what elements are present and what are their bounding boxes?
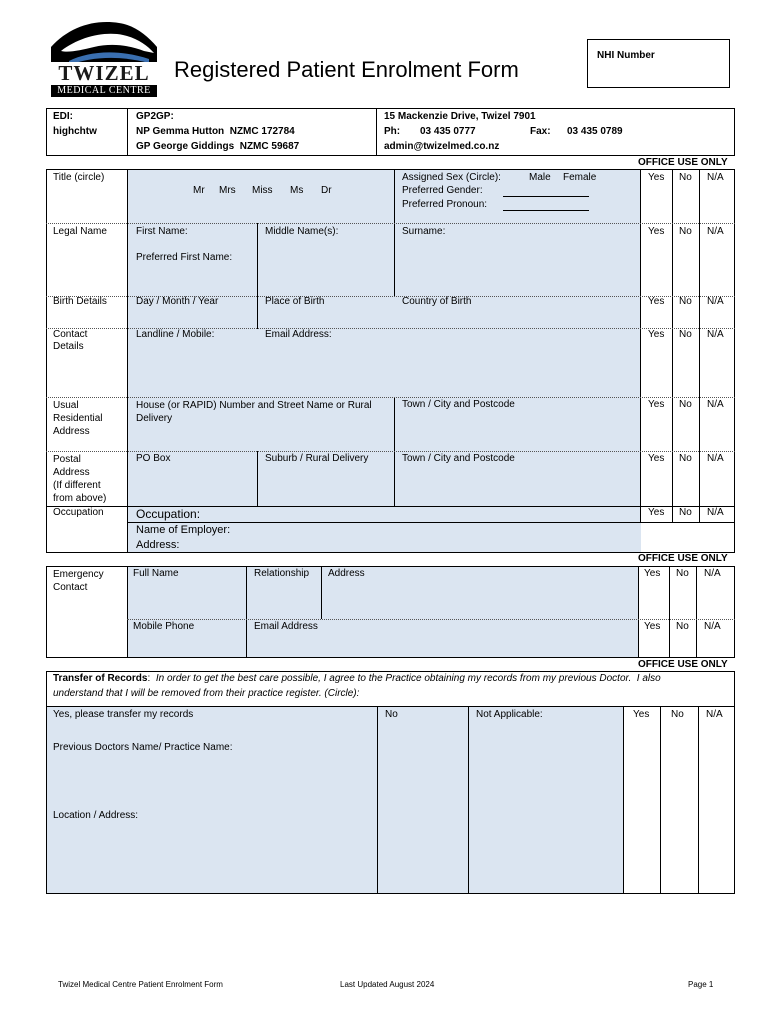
assigned-sex-label: Assigned Sex (Circle): (402, 172, 501, 183)
date-of-birth-field[interactable]: Day / Month / Year (136, 296, 219, 307)
legal-yes[interactable]: Yes (648, 226, 665, 237)
emergency-relationship-field[interactable]: Relationship (254, 568, 310, 579)
preferred-first-name-field[interactable]: Preferred First Name: (136, 252, 233, 263)
emergency-phone-na[interactable]: N/A (704, 621, 721, 632)
practice-email: admin@twizelmed.co.nz (384, 141, 500, 152)
office-use-heading: OFFICE USE ONLY (638, 157, 728, 168)
preferred-pronoun-label: Preferred Pronoun: (402, 199, 488, 210)
office-use-heading-emergency: OFFICE USE ONLY (638, 553, 728, 564)
transfer-heading: Transfer of Records (53, 673, 148, 684)
phone-value: 03 435 0777 (420, 126, 476, 137)
title-yes[interactable]: Yes (648, 172, 665, 183)
residential-address-label: Usual Residential Address (53, 400, 103, 437)
edi-value: highchtw (53, 126, 97, 137)
page-title: Registered Patient Enrolment Form (174, 57, 519, 82)
birth-na[interactable]: N/A (707, 296, 724, 307)
practice-address: 15 Mackenzie Drive, Twizel 7901 (384, 111, 536, 122)
sex-option-female[interactable]: Female (563, 172, 597, 183)
nhi-number-field[interactable] (587, 39, 730, 88)
emergency-mobile-field[interactable]: Mobile Phone (133, 621, 195, 632)
transfer-text-2: understand that I will be removed from their practice register. (Circle): (53, 688, 360, 699)
title-label: Title (circle) (53, 172, 105, 183)
emergency-contact-label: Emergency Contact (53, 569, 104, 593)
transfer-not-applicable-option[interactable]: Not Applicable: (476, 709, 543, 720)
title-option-ms[interactable]: Ms (290, 185, 304, 196)
legal-no[interactable]: No (679, 226, 692, 237)
logo-text-main: TWIZEL (51, 62, 157, 84)
title-option-dr[interactable]: Dr (321, 185, 332, 196)
logo-text-sub: MEDICAL CENTRE (51, 85, 157, 97)
occupation-yes[interactable]: Yes (648, 507, 665, 518)
legal-na[interactable]: N/A (707, 226, 724, 237)
emergency-phone-yes[interactable]: Yes (644, 621, 661, 632)
transfer-grid (46, 706, 735, 894)
birth-details-label: Birth Details (53, 296, 107, 307)
edi-label: EDI: (53, 111, 73, 122)
title-na[interactable]: N/A (707, 172, 724, 183)
birth-yes[interactable]: Yes (648, 296, 665, 307)
logo (49, 17, 159, 102)
nhi-number-label: NHI Number (597, 50, 655, 61)
transfer-no-option[interactable]: No (385, 709, 398, 720)
previous-doctor-field[interactable]: Previous Doctors Name/ Practice Name: (53, 742, 233, 753)
transfer-yes-option[interactable]: Yes, please transfer my records (53, 709, 194, 720)
np-name: NP Gemma Hutton NZMC 172784 (136, 126, 295, 137)
emergency-yes[interactable]: Yes (644, 568, 661, 579)
contact-yes[interactable]: Yes (648, 329, 665, 340)
occupation-field[interactable]: Occupation: (136, 507, 201, 521)
suburb-field[interactable]: Suburb / Rural Delivery (265, 453, 369, 464)
sex-option-male[interactable]: Male (529, 172, 551, 183)
emergency-email-field[interactable]: Email Address (254, 621, 318, 632)
place-of-birth-field[interactable]: Place of Birth (265, 296, 325, 307)
gp2gp-label: GP2GP: (136, 111, 174, 122)
surname-field[interactable]: Surname: (402, 226, 446, 237)
office-use-heading-transfer: OFFICE USE ONLY (638, 659, 728, 670)
location-address-field[interactable]: Location / Address: (53, 810, 139, 821)
street-address-field[interactable]: House (or RAPID) Number and Street Name or Rural Delivery (136, 400, 372, 424)
transfer-no[interactable]: No (671, 709, 684, 720)
title-option-miss[interactable]: Miss (252, 185, 273, 196)
country-of-birth-field[interactable]: Country of Birth (402, 296, 472, 307)
title-option-mr[interactable]: Mr (193, 185, 205, 196)
employer-field[interactable]: Name of Employer: (136, 524, 231, 536)
transfer-na[interactable]: N/A (706, 709, 723, 720)
emergency-na[interactable]: N/A (704, 568, 721, 579)
transfer-yes[interactable]: Yes (633, 709, 650, 720)
transfer-intro: Transfer of Records: In order to get the best care possible, I agree to the Practice obtaining my records from my previous Doctor. I also (53, 673, 661, 684)
first-name-field[interactable]: First Name: (136, 226, 188, 237)
phone-label: Ph: (384, 126, 401, 137)
residential-yes[interactable]: Yes (648, 399, 665, 410)
employer-address-field[interactable]: Address: (136, 539, 180, 551)
footer-page: Page 1 (688, 980, 714, 989)
postal-na[interactable]: N/A (707, 453, 724, 464)
emergency-address-field[interactable]: Address (328, 568, 365, 579)
legal-name-label: Legal Name (53, 226, 107, 237)
email-address-field[interactable]: Email Address: (265, 329, 332, 340)
emergency-no[interactable]: No (676, 568, 689, 579)
birth-no[interactable]: No (679, 296, 692, 307)
contact-na[interactable]: N/A (707, 329, 724, 340)
po-box-field[interactable]: PO Box (136, 453, 171, 464)
postal-no[interactable]: No (679, 453, 692, 464)
occupation-no[interactable]: No (679, 507, 692, 518)
emergency-full-name-field[interactable]: Full Name (133, 568, 179, 579)
postal-address-label: Postal Address (If different from above) (53, 454, 107, 504)
postal-town-field[interactable]: Town / City and Postcode (402, 453, 515, 464)
emergency-phone-no[interactable]: No (676, 621, 689, 632)
fax-label: Fax: (530, 126, 551, 137)
contact-no[interactable]: No (679, 329, 692, 340)
landline-mobile-field[interactable]: Landline / Mobile: (136, 329, 215, 340)
postal-yes[interactable]: Yes (648, 453, 665, 464)
residential-na[interactable]: N/A (707, 399, 724, 410)
title-option-mrs[interactable]: Mrs (219, 185, 236, 196)
residential-town-field[interactable]: Town / City and Postcode (402, 399, 515, 410)
footer-updated: Last Updated August 2024 (340, 980, 435, 989)
occupation-na[interactable]: N/A (707, 507, 724, 518)
residential-no[interactable]: No (679, 399, 692, 410)
title-no[interactable]: No (679, 172, 692, 183)
preferred-gender-label: Preferred Gender: (402, 185, 483, 196)
contact-details-label: Contact Details (53, 329, 88, 352)
fax-value: 03 435 0789 (567, 126, 623, 137)
gp-name: GP George Giddings NZMC 59687 (136, 141, 300, 152)
footer-form-name: Twizel Medical Centre Patient Enrolment Form (58, 980, 223, 989)
middle-names-field[interactable]: Middle Name(s): (265, 226, 339, 237)
transfer-text-1: In order to get the best care possible, I agree to the Practice obtaining my records from my previous Doctor. I also (155, 673, 661, 684)
occupation-label: Occupation (53, 507, 104, 518)
